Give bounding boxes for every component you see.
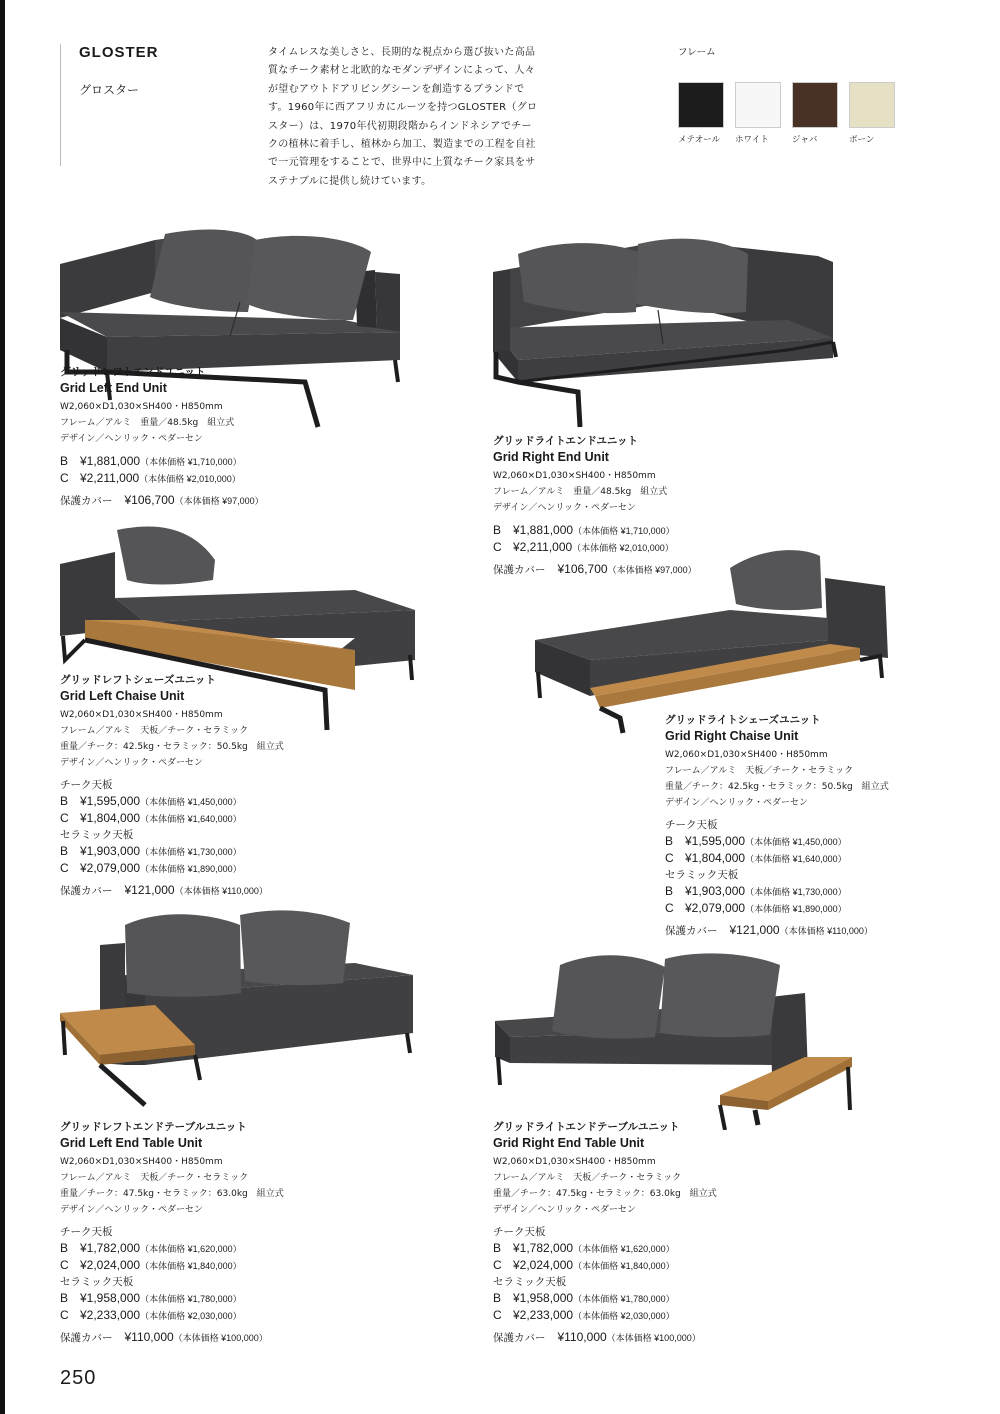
cover-price: 保護カバー ¥110,000（本体価格 ¥100,000）	[493, 1330, 701, 1344]
product-name-ja: グリッドレフトエンドユニット	[60, 366, 206, 378]
price-group-title: セラミック天板	[60, 1276, 134, 1288]
price-list	[493, 1224, 793, 1324]
spec-line: W2,060×D1,030×SH400・H850mm	[493, 471, 656, 481]
price-row: C ¥2,024,000（本体価格 ¥1,840,000）	[493, 1258, 675, 1272]
spec-line: W2,060×D1,030×SH400・H850mm	[60, 402, 223, 412]
cover-price: 保護カバー ¥106,700（本体価格 ¥97,000）	[60, 493, 264, 507]
price-group-title: チーク天板	[665, 819, 718, 831]
price-row: C ¥1,804,000（本体価格 ¥1,640,000）	[60, 811, 242, 825]
price-row: C ¥2,211,000（本体価格 ¥2,010,000）	[60, 471, 241, 485]
spec-line: デザイン／ヘンリック・ペダーセン	[60, 1205, 203, 1215]
price-list	[665, 817, 965, 917]
product-name-ja: グリッドライトエンドテーブルユニット	[493, 1121, 680, 1133]
spec-line: フレーム／アルミ 重量／48.5kg 組立式	[493, 487, 668, 497]
spec-line: 重量／チーク：47.5kg・セラミック：63.0kg 組立式	[60, 1189, 284, 1199]
swatch-bone	[849, 82, 895, 145]
price-row: B ¥1,782,000（本体価格 ¥1,620,000）	[493, 1241, 675, 1255]
product-name-en: Grid Right Chaise Unit	[665, 729, 799, 743]
swatch-label: メテオール	[678, 135, 721, 145]
page-number: 250	[60, 1367, 97, 1389]
cover-price: 保護カバー ¥121,000（本体価格 ¥110,000）	[60, 883, 268, 897]
product-name-ja: グリッドライトシェーズユニット	[665, 714, 821, 726]
price-row: B ¥1,881,000（本体価格 ¥1,710,000）	[60, 454, 242, 468]
product-name-en: Grid Left End Unit	[60, 381, 167, 395]
product-left-end-unit	[60, 364, 360, 508]
price-row: B ¥1,903,000（本体価格 ¥1,730,000）	[665, 884, 847, 898]
spec-line: フレーム／アルミ 天板／チーク・セラミック	[60, 726, 249, 736]
swatch-white	[735, 82, 781, 145]
price-group-title: チーク天板	[60, 779, 113, 791]
price-row: C ¥2,233,000（本体価格 ¥2,030,000）	[493, 1308, 675, 1322]
swatch-meteor	[678, 82, 724, 145]
price-row: C ¥2,024,000（本体価格 ¥1,840,000）	[60, 1258, 242, 1272]
spec-line: デザイン／ヘンリック・ペダーセン	[60, 434, 203, 444]
price-list	[60, 453, 360, 487]
product-name-ja: グリッドレフトシェーズユニット	[60, 674, 216, 686]
product-name-ja: グリッドレフトエンドテーブルユニット	[60, 1121, 247, 1133]
sofa-image-right-end	[488, 232, 848, 432]
price-row: B ¥1,881,000（本体価格 ¥1,710,000）	[493, 523, 675, 537]
price-group-title: チーク天板	[493, 1226, 546, 1238]
spec-line: 重量／チーク：42.5kg・セラミック：50.5kg 組立式	[665, 782, 889, 792]
spec-line: フレーム／アルミ 重量／48.5kg 組立式	[60, 418, 235, 428]
product-left-end-table-unit	[60, 1119, 360, 1345]
swatch-java	[792, 82, 838, 145]
spec-line: 重量／チーク：42.5kg・セラミック：50.5kg 組立式	[60, 742, 284, 752]
product-name-ja: グリッドライトエンドユニット	[493, 435, 639, 447]
price-row: B ¥1,595,000（本体価格 ¥1,450,000）	[60, 794, 242, 808]
product-name-en: Grid Right End Table Unit	[493, 1136, 645, 1150]
swatch-color	[735, 82, 781, 128]
cover-price: 保護カバー ¥110,000（本体価格 ¥100,000）	[60, 1330, 268, 1344]
frame-swatches	[678, 82, 895, 145]
spec-line: 重量／チーク：47.5kg・セラミック：63.0kg 組立式	[493, 1189, 717, 1199]
swatch-color	[678, 82, 724, 128]
product-left-chaise-unit	[60, 672, 360, 898]
price-row: C ¥2,079,000（本体価格 ¥1,890,000）	[665, 901, 847, 915]
spec-line: デザイン／ヘンリック・ペダーセン	[665, 798, 808, 808]
spec-line: フレーム／アルミ 天板／チーク・セラミック	[60, 1173, 249, 1183]
price-row: B ¥1,903,000（本体価格 ¥1,730,000）	[60, 844, 242, 858]
spec-line: デザイン／ヘンリック・ペダーセン	[493, 503, 636, 513]
spec-line: デザイン／ヘンリック・ペダーセン	[60, 758, 203, 768]
spec-line: W2,060×D1,030×SH400・H850mm	[665, 750, 828, 760]
swatch-color	[849, 82, 895, 128]
price-row: C ¥1,804,000（本体価格 ¥1,640,000）	[665, 851, 847, 865]
brand-name-en: GLOSTER	[79, 44, 159, 61]
price-row: B ¥1,782,000（本体価格 ¥1,620,000）	[60, 1241, 242, 1255]
product-right-end-table-unit	[493, 1119, 793, 1345]
swatch-label: ボーン	[849, 135, 875, 145]
product-name-en: Grid Left Chaise Unit	[60, 689, 185, 703]
price-row: B ¥1,958,000（本体価格 ¥1,780,000）	[493, 1291, 675, 1305]
brand-header	[60, 44, 159, 166]
brand-name-ja: グロスター	[79, 83, 140, 97]
sofa-image-left-end-table	[55, 905, 420, 1110]
spec-line: W2,060×D1,030×SH400・H850mm	[493, 1157, 656, 1167]
price-group-title: セラミック天板	[665, 869, 739, 881]
cover-price: 保護カバー ¥121,000（本体価格 ¥110,000）	[665, 923, 873, 937]
product-name-en: Grid Left End Table Unit	[60, 1136, 203, 1150]
price-group-title: セラミック天板	[493, 1276, 567, 1288]
spec-line: フレーム／アルミ 天板／チーク・セラミック	[493, 1173, 682, 1183]
sofa-image-right-end-table	[490, 945, 855, 1130]
swatch-label: ホワイト	[735, 135, 769, 145]
price-row: B ¥1,595,000（本体価格 ¥1,450,000）	[665, 834, 847, 848]
spec-line: フレーム／アルミ 天板／チーク・セラミック	[665, 766, 854, 776]
price-row: C ¥2,211,000（本体価格 ¥2,010,000）	[493, 540, 674, 554]
swatch-color	[792, 82, 838, 128]
spec-line: W2,060×D1,030×SH400・H850mm	[60, 1157, 223, 1167]
sofa-image-right-chaise	[530, 548, 895, 738]
price-list	[60, 1224, 360, 1324]
product-right-chaise-unit	[665, 712, 965, 938]
spec-line: デザイン／ヘンリック・ペダーセン	[493, 1205, 636, 1215]
frame-title: フレーム	[678, 47, 716, 58]
cover-price: 保護カバー ¥106,700（本体価格 ¥97,000）	[493, 562, 697, 576]
price-row: C ¥2,079,000（本体価格 ¥1,890,000）	[60, 861, 242, 875]
price-row: B ¥1,958,000（本体価格 ¥1,780,000）	[60, 1291, 242, 1305]
price-list	[60, 777, 360, 877]
price-group-title: チーク天板	[60, 1226, 113, 1238]
spec-line: W2,060×D1,030×SH400・H850mm	[60, 710, 223, 720]
page-edge-bar	[0, 0, 5, 1414]
brand-intro: タイムレスな美しさと、長期的な視点から選び抜いた高品質なチーク素材と北欧的なモダンデザインによって、人々が望むアウトドアリビングシーンを創造するブランドです。1960年に西アフリカにルーツを持つGLOSTER（グロスター）は、1970年代初期段階からインドネシアでチークの植林に着手し、植林から加工、製造までの工程を自社で一元管理をすることで、世界中に上質なチーク家具をサステナブルに提供し続けています。	[268, 47, 538, 187]
swatch-label: ジャバ	[792, 135, 818, 145]
product-name-en: Grid Right End Unit	[493, 450, 609, 464]
price-row: C ¥2,233,000（本体価格 ¥2,030,000）	[60, 1308, 242, 1322]
price-group-title: セラミック天板	[60, 829, 134, 841]
